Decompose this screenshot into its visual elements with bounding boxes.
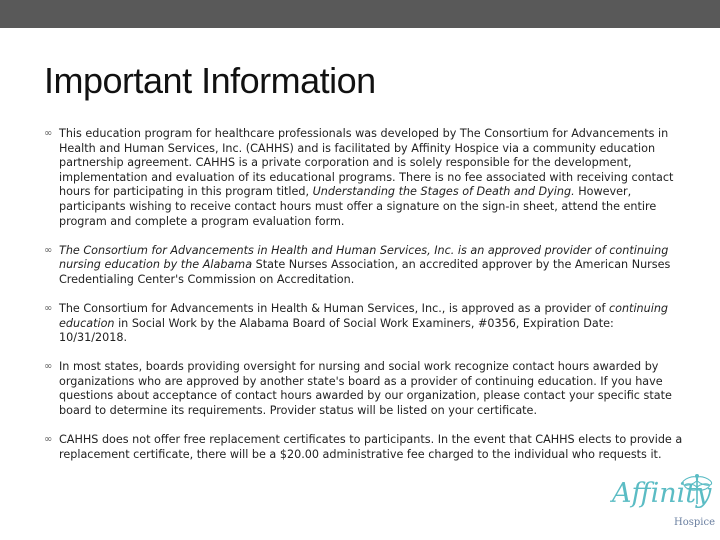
bullet-text-italic: continuing education [59, 301, 669, 330]
bullet-icon: ∞ [44, 128, 53, 139]
bullet-text-italic: Understanding the Stages of Death and Dying. [312, 185, 575, 199]
top-bar [0, 0, 720, 28]
bullet-text: This education program for healthcare professionals was developed by The Consortium for Advancements in Health and Human Services, Inc. (CAHHS) and is facilitated by Affinity Hospice via a community education partnership agreement. CAHHS is a private corporation and is solely responsible for the development, implementation and evaluation of its educational programs. There is no fee associated with receiving contact hours for participating in this program titled, [59, 127, 674, 199]
bullet-item [44, 244, 684, 288]
bullet-text: State Nurses Association, an accredited approver by the American Nurses Credentialing Center's Commission on Accreditation. [59, 258, 671, 286]
bullet-icon: ∞ [44, 244, 53, 256]
bullet-text: in Social Work by the Alabama Board of Social Work Examiners, #0356, Expiration Date: 10/31/2018. [59, 316, 614, 345]
bullet-icon: ∞ [44, 434, 53, 446]
affinity-hospice-logo [602, 472, 720, 540]
bullet-item [44, 302, 684, 346]
bullet-text: However, participants wishing to receive contact hours must offer a signature on the sign-in sheet, attend the entire program and complete a program evaluation form. [59, 185, 657, 228]
logo-subtitle: Hospice [674, 517, 715, 528]
bullet-icon: ∞ [44, 302, 53, 314]
bullet-text: In most states, boards providing oversight for nursing and social work recognize contact hours awarded by organizations who are approved by another state's board as a provider of continuing education. If you have questions about acceptance of contact hours awarded by our organization, please contact your specific state board to determine its requirements. Provider status will be listed on your certificate. [59, 360, 672, 417]
logo-wordmark: Affinity [612, 478, 712, 509]
bullet-icon: ∞ [44, 361, 53, 373]
bullet-item [44, 360, 684, 418]
bullet-item [44, 127, 684, 229]
bullet-text: The Consortium for Advancements in Health & Human Services, Inc., is approved as a provider of [59, 301, 609, 315]
bullet-text-italic: The Consortium for Advancements in Health and Human Services, Inc. is an approved provider of continuing nursing education by the Alabama [59, 243, 669, 272]
slide-title: Important Information [44, 60, 376, 101]
bullet-list [44, 127, 684, 477]
bullet-item [44, 433, 684, 462]
bullet-text: CAHHS does not offer free replacement certificates to participants. In the event that CAHHS elects to provide a replacement certificate, there will be a $20.00 administrative fee charged to the individual who requests it. [59, 433, 683, 461]
